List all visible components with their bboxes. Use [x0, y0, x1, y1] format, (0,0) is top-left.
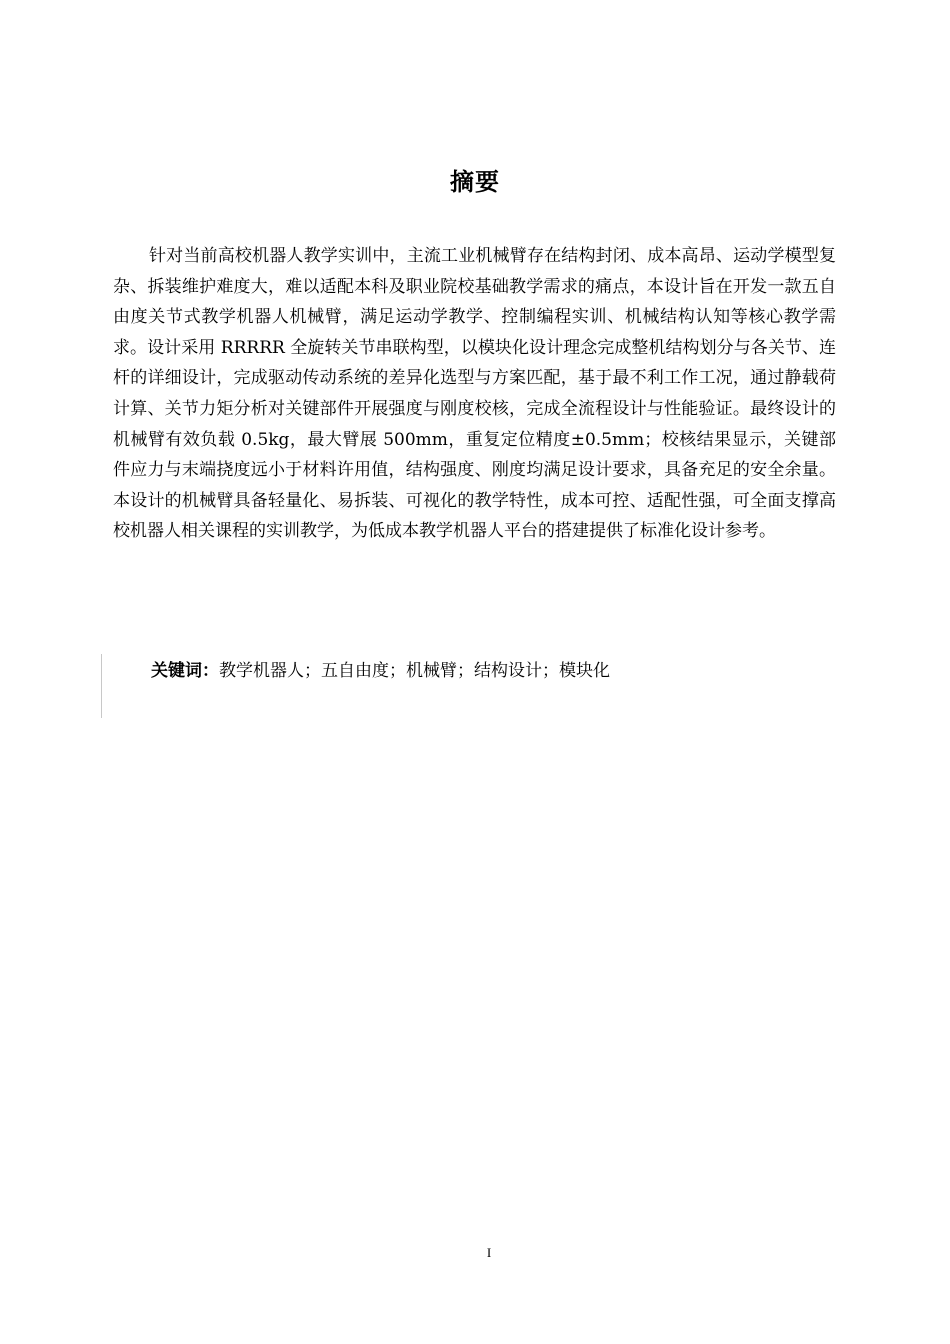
keywords-margin-rule [101, 654, 102, 718]
keywords-text: 教学机器人；五自由度；机械臂；结构设计；模块化 [219, 661, 610, 681]
abstract-paragraph: 针对当前高校机器人教学实训中，主流工业机械臂存在结构封闭、成本高昂、运动学模型复杂、拆装维护难度大，难以适配本科及职业院校基础教学需求的痛点，本设计旨在开发一款五自由度关节式教学机器人机械臂，满足运动学教学、控制编程实训、机械结构认知等核心教学需求。设计采用 RRRRR 全旋转关节串联构型，以模块化设计理念完成整机结构划分与各关节、连杆的详细设计，完成驱动传动系统的差异化选型与方案匹配，基于最不利工作工况，通过静载荷计算、关节力矩分析对关键部件开展强度与刚度校核，完成全流程设计与性能验证。最终设计的机械臂有效负载 0.5kg，最大臂展 500mm，重复定位精度±0.5mm；校核结果显示，关键部件应力与末端挠度远小于材料许用值，结构强度、刚度均满足设计要求，具备充足的安全余量。本设计的机械臂具备轻量化、易拆装、可视化的教学特性，成本可控、适配性强，可全面支撑高校机器人相关课程的实训教学，为低成本教学机器人平台的搭建提供了标准化设计参考。 [113, 246, 836, 542]
keywords-label: 关键词： [151, 661, 219, 681]
page-number: I [486, 1245, 492, 1260]
keywords-line [151, 657, 610, 685]
page-title: 摘要 [450, 168, 500, 196]
